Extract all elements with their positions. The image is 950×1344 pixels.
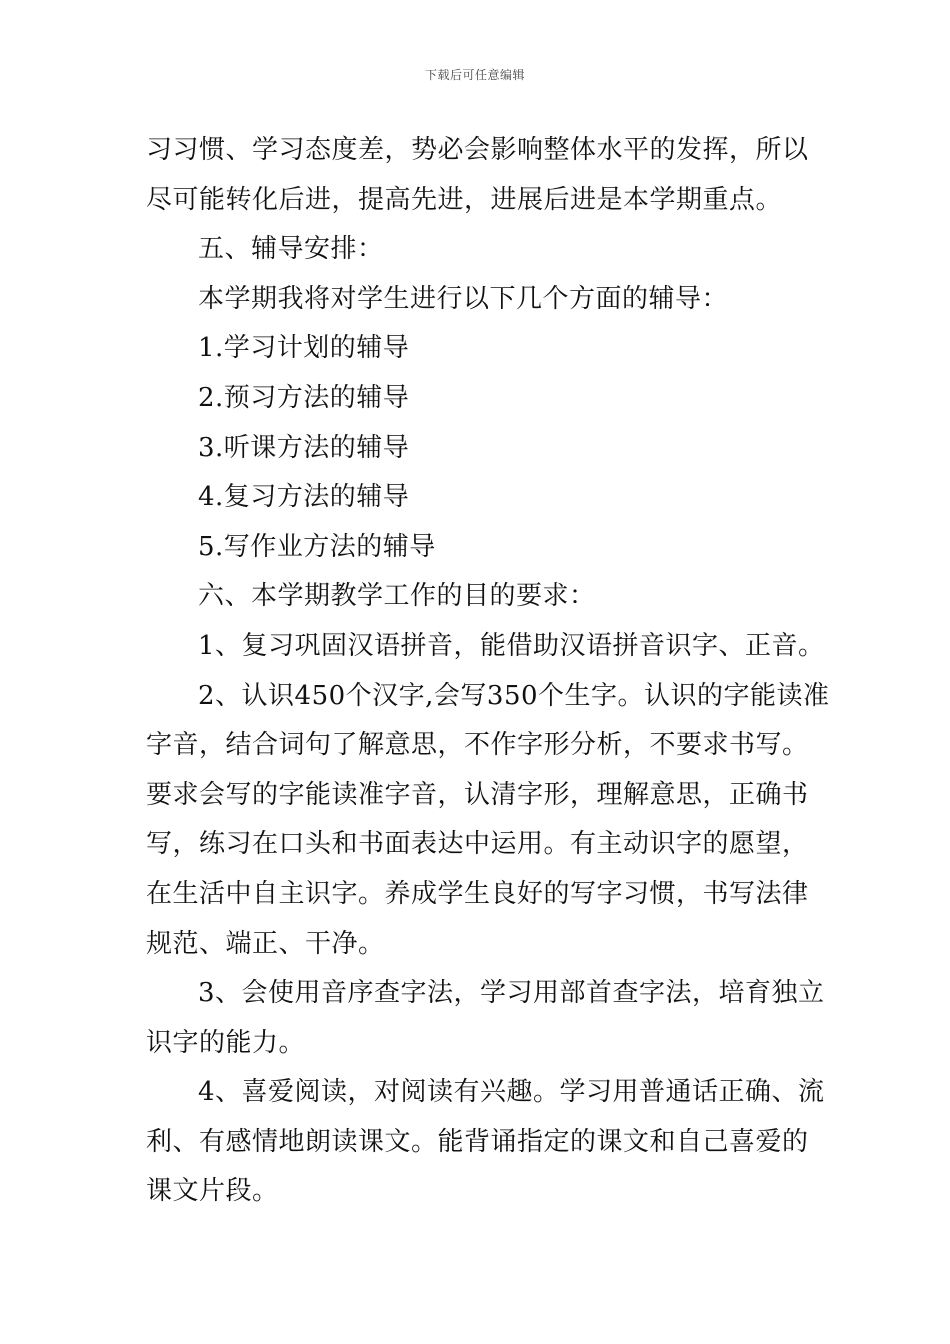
text-line: 在生活中自主识字。养成学生良好的写字习惯，书写法律 (146, 878, 809, 909)
text-line: 字音，结合词句了解意思，不作字形分析，不要求书写。 (146, 730, 809, 761)
text-line: 2、认识450个汉字,会写350个生字。认识的字能读准 (198, 680, 830, 711)
text-line: 要求会写的字能读准字音，认清字形，理解意思，正确书 (146, 779, 809, 810)
text-line: 本学期我将对学生进行以下几个方面的辅导： (198, 283, 729, 314)
page-header-note: 下载后可任意编辑 (424, 68, 525, 82)
list-item: 4.复习方法的辅导 (198, 482, 410, 513)
text-line: 习习惯、学习态度差，势必会影响整体水平的发挥，所以 (146, 135, 809, 165)
text-line: 写，练习在口头和书面表达中运用。有主动识字的愿望， (146, 829, 809, 860)
text-line: 1、复习巩固汉语拼音，能借助汉语拼音识字、正音。 (198, 630, 825, 661)
text-line: 规范、端正、干净。 (146, 928, 385, 959)
text-line: 利、有感情地朗读课文。能背诵指定的课文和自己喜爱的 (146, 1126, 809, 1157)
section-heading: 六、本学期教学工作的目的要求： (198, 581, 596, 612)
document-body (146, 126, 830, 1217)
list-item: 2.预习方法的辅导 (198, 382, 410, 413)
text-line: 尽可能转化后进，提高先进，进展后进是本学期重点。 (146, 184, 783, 215)
list-item: 5.写作业方法的辅导 (198, 531, 436, 562)
text-line: 4、喜爱阅读，对阅读有兴趣。学习用普通话正确、流 (198, 1077, 825, 1108)
list-item: 3.听课方法的辅导 (198, 432, 410, 463)
section-heading: 五、辅导安排： (198, 234, 384, 265)
list-item: 1.学习计划的辅导 (198, 333, 410, 364)
text-line: 3、会使用音序查字法，学习用部首查字法，培育独立 (198, 978, 825, 1009)
text-line: 识字的能力。 (146, 1027, 306, 1058)
text-line: 课文片段。 (146, 1176, 279, 1207)
